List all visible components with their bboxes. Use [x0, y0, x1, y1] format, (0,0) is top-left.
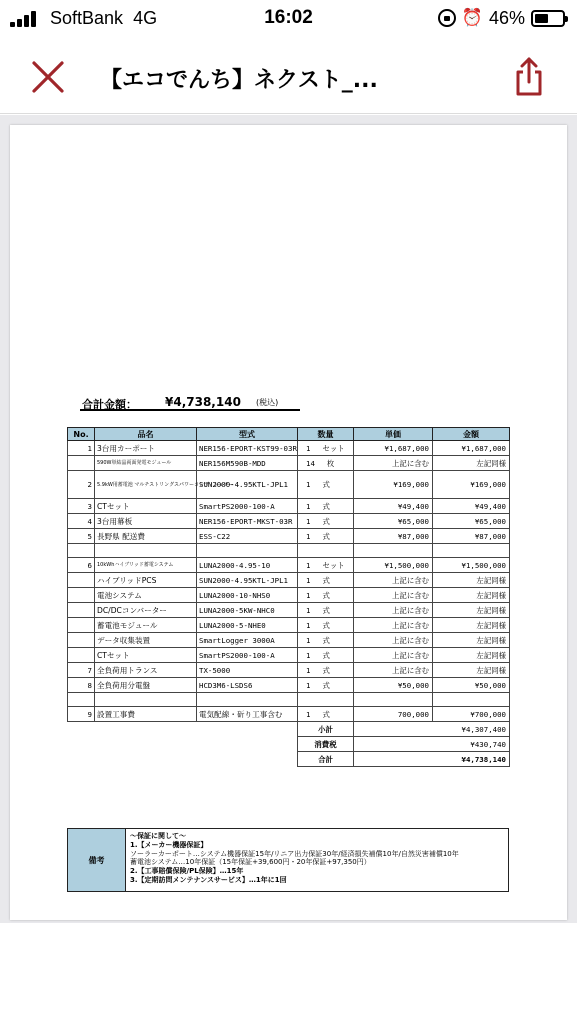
table-row [68, 499, 510, 514]
cell-qty [298, 693, 354, 707]
cell-price: ¥49,400 [354, 499, 433, 514]
cell-no [68, 573, 95, 588]
cell-price [354, 693, 433, 707]
cell-name: 設置工事費 [95, 707, 197, 722]
alarm-icon: ⏰ [461, 8, 483, 27]
col-header-model: 型式 [197, 428, 298, 441]
cell-model: LUNA2000-10-NHS0 [197, 588, 298, 603]
cell-no [68, 633, 95, 648]
cell-price [354, 544, 433, 558]
table-row [68, 529, 510, 544]
cell-name: DC/DCコンバーター [95, 603, 197, 618]
qty-unit: 式 [322, 531, 330, 541]
cell-no: 4 [68, 514, 95, 529]
cell-price: ¥169,000 [354, 471, 433, 499]
notes-box [67, 828, 509, 892]
qty-value: 1 [306, 635, 311, 645]
cell-qty [298, 544, 354, 558]
document-page [10, 125, 567, 920]
cell-price: 上記に含む [354, 456, 433, 471]
document-viewer[interactable] [0, 115, 577, 923]
cell-amount: 左記同様 [433, 633, 510, 648]
cell-no [68, 544, 95, 558]
table-row [68, 588, 510, 603]
cell-qty [298, 633, 354, 648]
table-row [68, 633, 510, 648]
subtotal-label: 小計 [298, 722, 354, 737]
cell-no: 9 [68, 707, 95, 722]
blank-cell [68, 722, 298, 737]
cell-qty [298, 573, 354, 588]
cell-model: SmartPS2000-100-A [197, 499, 298, 514]
cell-model: SmartPS2000-100-A [197, 648, 298, 663]
cell-no [68, 693, 95, 707]
cell-qty [298, 663, 354, 678]
cell-name: ハイブリッドPCS [95, 573, 197, 588]
cell-qty [298, 618, 354, 633]
blank-cell [68, 752, 298, 767]
status-bar [0, 0, 577, 40]
cell-no [68, 588, 95, 603]
cell-amount: 左記同様 [433, 618, 510, 633]
qty-value: 1 [306, 443, 311, 453]
cell-no: 2 [68, 471, 95, 499]
cell-name: 590W単結晶両面発電モジュール [95, 456, 197, 471]
cell-name: CTセット [95, 499, 197, 514]
cell-model: ESS-C22 [197, 529, 298, 544]
battery-percent: 46% [488, 7, 525, 28]
qty-unit: 式 [322, 620, 330, 630]
grand-total-row [68, 752, 510, 767]
table-row [68, 618, 510, 633]
cell-price: 上記に含む [354, 648, 433, 663]
qty-unit: 式 [322, 680, 330, 690]
subtotal-value: ¥4,307,400 [354, 722, 510, 737]
qty-unit: 式 [322, 501, 330, 511]
cell-price: 700,000 [354, 707, 433, 722]
clock: 16:02 [264, 7, 313, 28]
share-button[interactable] [509, 54, 549, 98]
cell-name: 蓄電池モジュール [95, 618, 197, 633]
cell-model: NER156M590B-MDD [197, 456, 298, 471]
cell-amount: ¥700,000 [433, 707, 510, 722]
cell-qty [298, 514, 354, 529]
notes-label: 備考 [68, 829, 126, 891]
col-header-price: 単価 [354, 428, 433, 441]
cell-no: 1 [68, 441, 95, 456]
total-value: ¥4,738,140 [165, 395, 241, 409]
battery-icon [531, 10, 565, 27]
blank-cell [68, 737, 298, 752]
cell-name: データ収集装置 [95, 633, 197, 648]
table-row [68, 441, 510, 456]
orientation-lock-icon [438, 9, 456, 27]
table-row [68, 663, 510, 678]
cell-amount [433, 693, 510, 707]
qty-value: 14 [306, 458, 315, 468]
cell-model: 電気配線・斫り工事含む [197, 707, 298, 722]
nav-bar [0, 40, 577, 114]
cell-amount: 左記同様 [433, 603, 510, 618]
cell-amount: 左記同様 [433, 648, 510, 663]
quote-table-body [68, 441, 510, 722]
qty-unit: 枚 [326, 458, 335, 468]
qty-value: 1 [306, 501, 311, 511]
qty-unit: セット [322, 560, 345, 570]
cell-qty [298, 588, 354, 603]
cell-no [68, 648, 95, 663]
tax-row [68, 737, 510, 752]
cell-qty [298, 529, 354, 544]
cell-model: NER156-EPORT-MKST-03R [197, 514, 298, 529]
page-title: 【エコでんち】ネクスト_... [100, 68, 378, 93]
tax-value: ¥430,740 [354, 737, 510, 752]
qty-value: 1 [306, 650, 311, 660]
qty-unit: 式 [322, 709, 330, 719]
cell-price: 上記に含む [354, 573, 433, 588]
cell-price: 上記に含む [354, 633, 433, 648]
cell-amount: 左記同様 [433, 456, 510, 471]
cell-model: SUN2000-4.95KTL-JPL1 [197, 471, 298, 499]
notes-line: 1.【メーカー機器保証】 [130, 840, 208, 849]
cell-no: 8 [68, 678, 95, 693]
cell-name: 3台用カーポート [95, 441, 197, 456]
qty-value: 1 [306, 680, 311, 690]
cell-model: NER156-EPORT-KST99-03R [197, 441, 298, 456]
cell-qty [298, 441, 354, 456]
cell-model [197, 544, 298, 558]
notes-line: 3.【定期訪問メンテナンスサービス】…1年に1回 [130, 875, 287, 884]
carrier-name: SoftBank [50, 8, 124, 28]
notes-line: 2.【工事賠償保険/PL保険】…15年 [130, 867, 244, 876]
close-button[interactable] [28, 57, 68, 97]
qty-value: 1 [306, 480, 311, 489]
cell-price: ¥50,000 [354, 678, 433, 693]
cell-amount: ¥169,000 [433, 471, 510, 499]
close-icon [28, 57, 68, 97]
cell-amount: ¥49,400 [433, 499, 510, 514]
cell-name [95, 693, 197, 707]
cell-no: 3 [68, 499, 95, 514]
col-header-qty: 数量 [298, 428, 354, 441]
cell-model: SUN2000-4.95KTL-JPL1 [197, 573, 298, 588]
cell-model: SmartLogger 3000A [197, 633, 298, 648]
grand-total-value: ¥4,738,140 [354, 752, 510, 767]
cell-model: TX-5000 [197, 663, 298, 678]
grand-total-label: 合計 [298, 752, 354, 767]
network-type: 4G [133, 8, 158, 28]
share-icon [509, 54, 549, 98]
total-label: 合計金額： [82, 398, 137, 411]
notes-line: 〜保証に関して〜 [130, 832, 186, 840]
col-header-no: No. [68, 428, 95, 441]
quote-table [67, 427, 510, 767]
qty-value: 1 [306, 516, 311, 526]
qty-value: 1 [306, 531, 311, 541]
cell-price: ¥1,687,000 [354, 441, 433, 456]
table-row [68, 558, 510, 573]
cell-price: ¥65,000 [354, 514, 433, 529]
qty-unit: 式 [322, 590, 330, 600]
table-row [68, 544, 510, 558]
cell-price: ¥87,000 [354, 529, 433, 544]
cell-amount: ¥65,000 [433, 514, 510, 529]
qty-value: 1 [306, 709, 311, 719]
table-row [68, 707, 510, 722]
cell-no: 6 [68, 558, 95, 573]
cell-amount: ¥1,500,000 [433, 558, 510, 573]
cell-model [197, 693, 298, 707]
table-row [68, 573, 510, 588]
cell-no: 7 [68, 663, 95, 678]
cell-no: 5 [68, 529, 95, 544]
cell-model: LUNA2000-5-NHE0 [197, 618, 298, 633]
notes-body [130, 832, 504, 885]
qty-unit: 式 [322, 605, 330, 615]
cell-qty [298, 499, 354, 514]
col-header-name: 品名 [95, 428, 197, 441]
cell-amount: ¥87,000 [433, 529, 510, 544]
cell-qty [298, 603, 354, 618]
cell-qty [298, 456, 354, 471]
cell-amount: 左記同様 [433, 573, 510, 588]
cell-name: 全負荷用分電盤 [95, 678, 197, 693]
qty-unit: 式 [322, 665, 330, 675]
qty-unit: 式 [322, 516, 330, 526]
table-row [68, 456, 510, 471]
qty-unit: 式 [322, 575, 330, 585]
cell-qty [298, 707, 354, 722]
cell-price: 上記に含む [354, 588, 433, 603]
cell-no [68, 456, 95, 471]
notes-line: ソーラーカーポート…システム機器保証15年/リニア出力保証30年/経済損失補償10年/自然災害補償10年 [130, 849, 459, 858]
qty-unit: セット [322, 443, 345, 453]
cell-amount: 左記同様 [433, 588, 510, 603]
cell-qty [298, 678, 354, 693]
tax-label: 消費税 [298, 737, 354, 752]
table-row [68, 603, 510, 618]
cell-price: 上記に含む [354, 603, 433, 618]
qty-value: 1 [306, 665, 311, 675]
cell-qty [298, 471, 354, 499]
cell-price: ¥1,500,000 [354, 558, 433, 573]
cell-amount: ¥50,000 [433, 678, 510, 693]
qty-unit: 式 [322, 650, 330, 660]
cell-qty [298, 648, 354, 663]
qty-value: 1 [306, 605, 311, 615]
cell-amount: ¥1,687,000 [433, 441, 510, 456]
qty-value: 1 [306, 575, 311, 585]
cell-name [95, 544, 197, 558]
cell-model: LUNA2000-5KW-NHC0 [197, 603, 298, 618]
cell-name: 10kWhハイブリッド蓄電システム [95, 558, 197, 573]
cell-name: 長野県 配送費 [95, 529, 197, 544]
cell-name: 全負荷用トランス [95, 663, 197, 678]
subtotal-row [68, 722, 510, 737]
total-amount-line [80, 395, 300, 411]
cell-amount [433, 544, 510, 558]
table-row [68, 693, 510, 707]
cell-price: 上記に含む [354, 663, 433, 678]
cell-qty [298, 558, 354, 573]
status-icons [438, 7, 565, 29]
cell-model: HCD3M6-LSDS6 [197, 678, 298, 693]
qty-unit: 式 [322, 635, 330, 645]
table-row [68, 514, 510, 529]
qty-value: 1 [306, 620, 311, 630]
cell-name: 3台用幕板 [95, 514, 197, 529]
table-row [68, 678, 510, 693]
table-header-row [68, 428, 510, 441]
cell-name: 5.9kW用蓄電池 マルチストリングスパワーコンディショナー [95, 471, 197, 499]
notes-line: 蓄電池システム…10年保証（15年保証+39,600円・20年保証+97,350円） [130, 858, 371, 867]
cell-no [68, 618, 95, 633]
cell-no [68, 603, 95, 618]
tax-note: (税込) [256, 398, 279, 407]
cell-name: CTセット [95, 648, 197, 663]
table-row [68, 648, 510, 663]
qty-value: 1 [306, 590, 311, 600]
qty-unit: 式 [322, 480, 330, 489]
table-row [68, 471, 510, 499]
cell-amount: 左記同様 [433, 663, 510, 678]
qty-value: 1 [306, 560, 311, 570]
col-header-amount: 金額 [433, 428, 510, 441]
cell-name: 電池システム [95, 588, 197, 603]
cell-model: LUNA2000-4.95-10 [197, 558, 298, 573]
cell-price: 上記に含む [354, 618, 433, 633]
